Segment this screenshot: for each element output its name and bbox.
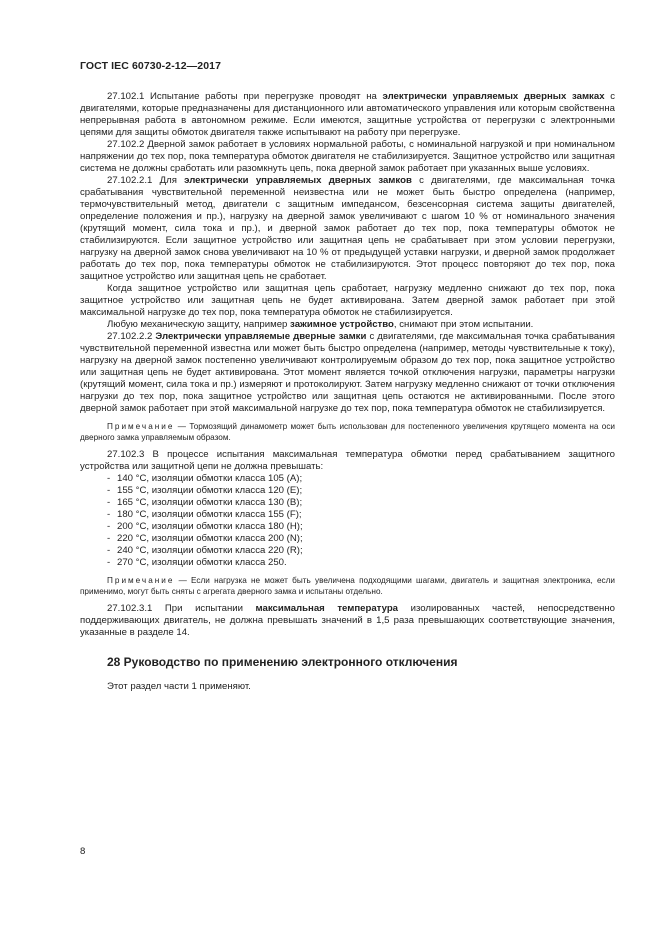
term-bold: Электрически управляемые дверные замки xyxy=(155,331,367,342)
list-item: - 165 °С, изоляции обмотки класса 130 (В); xyxy=(107,497,303,508)
paragraph-27-102-2-1: 27.102.2.1 Для электрически управляемых дверных замков с двигателями, где максимальная точка срабатывания чувствительной переменной неизвестна или не может быть быстро определена (например, термочувствительный метод, двигатели с защитным импедансом, безсенсорная система защиты двигателей, определение положения и пр.), нагрузку на дверной замок увеличивают с шагом 10 % от номинального значения (крутящий момент, сила тока и пр.), и дверной замок работает до тех пор, пока температуры обмоток не стабилизируются. Если защитное устройство или защитная цепь не срабатывает при этом условии перегрузки, нагрузку на дверной замок снова увеличивают на 10 % от предыдущей уставки нагрузки, и дверной замок продолжает работать до тех пор, пока температуры обмоток не стабилизируются. Этот процесс повторяют до тех пор, пока защитное устройство или защитная цепь не сработает. xyxy=(80,175,615,282)
paragraph-27-102-2-2: 27.102.2.2 Электрически управляемые дверные замки с двигателями, где максимальная точка срабатывания чувствительной переменной известна или может быть быстро определена (например, методы чувствительные к току), нагрузку на дверной замок постепенно увеличивают контролируемым образом до тех пор, пока защитное устройство или защитная цепь не будет активирована. Этот момент является точкой отключения нагрузки, параметры нагрузки (крутящий момент, сила тока и пр.) измеряют и протоколируют. Затем нагрузку медленно снижают от точки отключения нагрузки до тех пор, пока защитное устройство или защитная цепь остаются не активированными. После этого дверной замок работает при этой максимальной нагрузке до тех пор, пока температура обмоток не стабилизируется. xyxy=(80,331,615,414)
note-separate-test: Примечание — Если нагрузка не может быть увеличена подходящими шагами, двигатель и защитная электроника, если применимо, могут быть сняты с агрегата дверного замка и испытаны отдельно. xyxy=(80,576,615,596)
paragraph-27-102-3: 27.102.3 В процессе испытания максимальная температура обмотки перед срабатыванием защитного устройства или защитной цепи не должна превышать: xyxy=(80,449,615,472)
note-label: Примечание xyxy=(107,422,175,431)
paragraph-load-reduction: Когда защитное устройство или защитная цепь сработает, нагрузку медленно снижают до тех пор, пока защитное устройство или защитная цепь не будет активирована. Затем дверной замок работает при этой максимальной нагрузке до тех пор, пока температура обмоток не стабилизируется. xyxy=(80,283,615,318)
temperature-list xyxy=(80,473,615,569)
document-header: ГОСТ IEC 60730-2-12—2017 xyxy=(80,60,222,72)
note-label: Примечание xyxy=(107,576,175,585)
paragraph-27-102-2: 27.102.2 Дверной замок работает в условиях нормальной работы, с номинальной нагрузкой и при номинальном напряжении до тех пор, пока температура обмоток двигателя не стабилизируется. Защитное устройство или защитная система не должны сработать или разомкнуть цепь, пока дверной замок работает при указанных выше условиях. xyxy=(80,139,615,174)
term-bold: зажимное устройство xyxy=(290,319,394,330)
list-item: - 180 °С, изоляции обмотки класса 155 (F); xyxy=(107,509,302,520)
term-bold: максимальная температура xyxy=(255,603,399,614)
page-number: 8 xyxy=(80,846,86,857)
term-bold: электрически управляемых дверных замках xyxy=(382,91,605,102)
list-item: - 220 °С, изоляции обмотки класса 200 (N); xyxy=(107,533,303,544)
list-item: - 155 °С, изоляции обмотки класса 120 (Е); xyxy=(107,485,303,496)
term-bold: электрически управляемых дверных замков xyxy=(184,175,412,186)
list-item: - 140 °С, изоляции обмотки класса 105 (А); xyxy=(107,473,303,484)
note-dynamometer: Примечание — Тормозящий динамометр может быть использован для постепенного увеличения крутящего момента на оси дверного замка управляемым образом. xyxy=(80,422,615,442)
list-item: - 240 °С, изоляции обмотки класса 220 (R); xyxy=(107,545,303,556)
list-item: - 270 °С, изоляции обмотки класса 250. xyxy=(107,557,287,568)
paragraph-mechanical-protection: Любую механическую защиту, например зажимное устройство, снимают при этом испытании. xyxy=(107,319,534,330)
paragraph-27-102-1: 27.102.1 Испытание работы при перегрузке проводят на электрически управляемых дверных замках с двигателями, которые предназначены для дистанционного или автоматического управления или которым свойственна непрерывная работа в автономном режиме. Если имеются, защитные устройства от перегрузки с электронными цепями для защиты обмоток двигателя также испытывают на работу при перегрузке. xyxy=(80,91,616,138)
paragraph-section-28: Этот раздел части 1 применяют. xyxy=(107,681,251,692)
document-body xyxy=(80,91,615,693)
section-heading-28: 28 Руководство по применению электронного отключения xyxy=(107,655,458,669)
paragraph-27-102-3-1: 27.102.3.1 При испытании максимальная температура изолированных частей, непосредственно поддерживающих двигатель, не должна превышать значений в 1,5 раза превышающих соответствующие значения, указанные в разделе 14. xyxy=(80,603,615,638)
list-item: - 200 °С, изоляции обмотки класса 180 (Н); xyxy=(107,521,303,532)
